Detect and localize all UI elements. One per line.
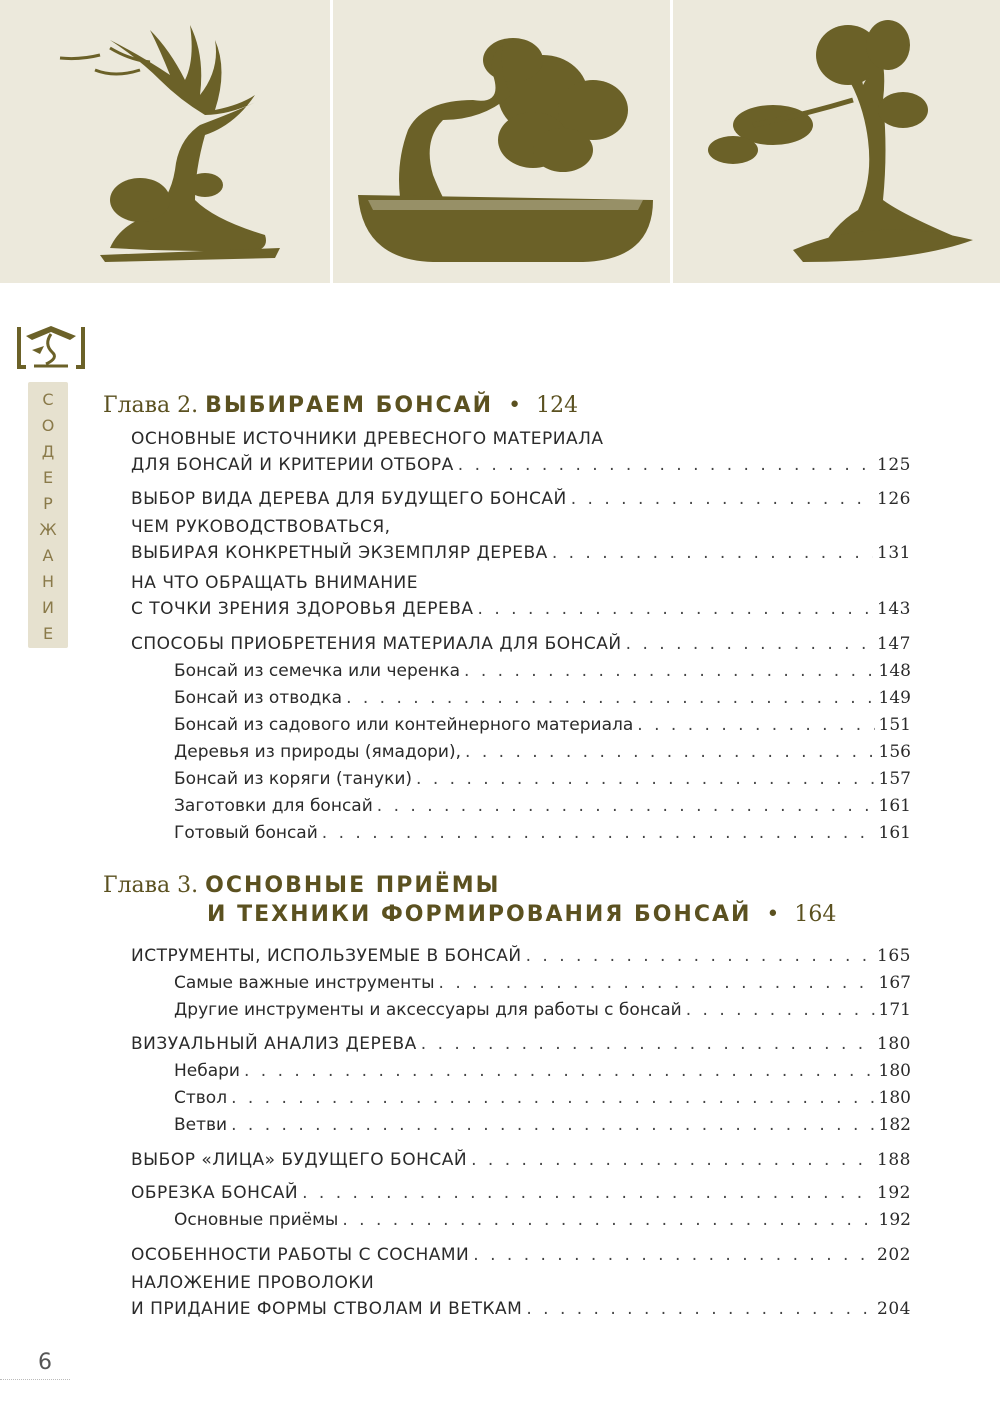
toc-entry-text: ВЫБИРАЯ КОНКРЕТНЫЙ ЭКЗЕМПЛЯР ДЕРЕВА	[131, 543, 548, 563]
toc-entry-text: ДЛЯ БОНСАЙ И КРИТЕРИИ ОТБОРА	[131, 455, 454, 475]
toc-entry-text: Деревья из природы (ямадори),	[174, 742, 462, 762]
toc-entry-text-line1: НАЛОЖЕНИЕ ПРОВОЛОКИ	[131, 1273, 375, 1293]
illustration-banner	[0, 0, 1000, 283]
toc-page-number: 171	[878, 1000, 911, 1020]
toc-entry-text: ВЫБОР «ЛИЦА» БУДУЩЕГО БОНСАЙ	[131, 1150, 468, 1170]
toc-page-number: 180	[877, 1034, 911, 1054]
dot-leader	[458, 452, 873, 478]
toc-page-number: 148	[878, 661, 911, 681]
bonsai-illustration-1	[0, 0, 330, 283]
toc-page-number: 188	[877, 1150, 911, 1170]
toc-entry-text: Другие инструменты и аксессуары для работы с бонсай	[174, 1000, 682, 1020]
toc-page-number: 202	[877, 1245, 911, 1265]
toc-entry-text: Основные приёмы	[174, 1210, 339, 1230]
bullet-separator: •	[508, 393, 522, 418]
toc-subentry[interactable]	[174, 739, 911, 765]
dot-leader	[626, 631, 873, 657]
bonsai-illustration-3	[673, 0, 1000, 283]
toc-page-number: 151	[878, 715, 911, 735]
toc-entry[interactable]	[131, 486, 911, 512]
dot-leader	[637, 712, 874, 738]
toc-entry-text-line1: НА ЧТО ОБРАЩАТЬ ВНИМАНИЕ	[131, 573, 418, 593]
page-number: 6	[38, 1350, 52, 1375]
toc-page-number: 131	[877, 543, 911, 563]
toc-entry-text: Ветви	[174, 1115, 228, 1135]
chapter-title: ОСНОВНЫЕ ПРИЁМЫ	[205, 873, 501, 898]
side-tab-letter: Р	[43, 494, 53, 513]
side-tab-letter: С	[42, 390, 54, 409]
chapter-heading	[103, 873, 500, 898]
toc-entry-text: Бонсай из отводка	[174, 688, 343, 708]
toc-entry-text: Самые важные инструменты	[174, 973, 435, 993]
dot-leader	[526, 1296, 873, 1322]
dot-leader	[421, 1031, 873, 1057]
side-tab-letter: А	[42, 546, 54, 565]
toc-entry-text: ОБРЕЗКА БОНСАЙ	[131, 1183, 299, 1203]
toc-entry[interactable]	[131, 943, 911, 969]
dot-leader	[377, 793, 875, 819]
toc-page-number: 147	[877, 634, 911, 654]
toc-subentry[interactable]	[174, 685, 911, 711]
dot-leader	[464, 658, 875, 684]
toc-entry-text: ВИЗУАЛЬНЫЙ АНАЛИЗ ДЕРЕВА	[131, 1034, 417, 1054]
toc-entry-text-line1: ОСНОВНЫЕ ИСТОЧНИКИ ДРЕВЕСНОГО МАТЕРИАЛА	[131, 429, 604, 449]
bonsai-upright-icon	[673, 0, 1000, 283]
toc-subentry[interactable]	[174, 793, 911, 819]
toc-entry-text: ИСТРУМЕНТЫ, ИСПОЛЬЗУЕМЫЕ В БОНСАЙ	[131, 946, 522, 966]
toc-entry[interactable]	[131, 1242, 911, 1268]
toc-page-number: 192	[878, 1210, 911, 1230]
dot-leader	[244, 1058, 875, 1084]
dot-leader	[571, 486, 873, 512]
toc-entry-text: Готовый бонсай	[174, 823, 318, 843]
dot-leader	[471, 1147, 873, 1173]
toc-subentry[interactable]	[174, 970, 911, 996]
toc-page-number: 156	[878, 742, 911, 762]
toc-page-number: 126	[877, 489, 911, 509]
side-tab-letter: Е	[42, 624, 54, 643]
chapter-title-line2: И ТЕХНИКИ ФОРМИРОВАНИЯ БОНСАЙ	[207, 902, 752, 927]
toc-entry-text: Бонсай из семечка или черенка	[174, 661, 461, 681]
toc-page-number: 182	[878, 1115, 911, 1135]
bonsai-illustration-2	[333, 0, 670, 283]
toc-page-number: 204	[877, 1299, 911, 1319]
toc-entry-text: Небари	[174, 1061, 240, 1081]
toc-page-number: 167	[878, 973, 911, 993]
toc-entry-text: Заготовки для бонсай	[174, 796, 373, 816]
toc-entry[interactable]	[131, 1031, 911, 1057]
side-tab-letter: Ж	[39, 520, 57, 539]
toc-page-number: 157	[878, 769, 911, 789]
chapter-heading	[103, 393, 578, 418]
side-tab-letter: И	[42, 598, 54, 617]
toc-entry[interactable]	[131, 1147, 911, 1173]
toc-entry-text: ВЫБОР ВИДА ДЕРЕВА ДЛЯ БУДУЩЕГО БОНСАЙ	[131, 489, 567, 509]
toc-page-number: 180	[878, 1061, 911, 1081]
toc-subentry[interactable]	[174, 1112, 911, 1138]
toc-entry[interactable]	[131, 514, 911, 566]
toc-entry[interactable]	[131, 631, 911, 657]
bullet-separator: •	[766, 902, 780, 927]
dot-leader	[465, 739, 875, 765]
toc-page-number: 192	[877, 1183, 911, 1203]
toc-subentry[interactable]	[174, 1207, 911, 1233]
toc-entry-text-line1: ЧЕМ РУКОВОДСТВОВАТЬСЯ,	[131, 517, 391, 537]
toc-subentry[interactable]	[174, 1058, 911, 1084]
chapter-prefix: Глава 2.	[103, 393, 199, 418]
chapter-page: 164	[794, 902, 837, 927]
toc-subentry[interactable]	[174, 712, 911, 738]
toc-subentry[interactable]	[174, 766, 911, 792]
dot-leader	[416, 766, 875, 792]
toc-entry-text: Бонсай из садового или контейнерного материала	[174, 715, 634, 735]
toc-subentry[interactable]	[174, 658, 911, 684]
toc-subentry[interactable]	[174, 1085, 911, 1111]
side-tab-letter: О	[41, 416, 55, 435]
toc-page-number: 125	[877, 455, 911, 475]
chapter-page: 124	[536, 393, 579, 418]
toc-entry[interactable]	[131, 570, 911, 622]
toc-entry[interactable]	[131, 1180, 911, 1206]
dot-leader	[439, 970, 875, 996]
toc-entry[interactable]	[131, 1270, 911, 1322]
contents-side-tab	[28, 382, 68, 648]
toc-entry-text: СПОСОБЫ ПРИОБРЕТЕНИЯ МАТЕРИАЛА ДЛЯ БОНСАЙ	[131, 634, 622, 654]
footer-divider	[0, 1379, 70, 1380]
side-tab-letter: Е	[42, 468, 54, 487]
toc-entry-text: Бонсай из коряги (тануки)	[174, 769, 413, 789]
side-tab-letter: Д	[41, 442, 55, 461]
toc-entry-text: Ствол	[174, 1088, 228, 1108]
chapter-heading-line2	[207, 902, 836, 927]
toc-entry-text: И ПРИДАНИЕ ФОРМЫ СТВОЛАМ И ВЕТКАМ	[131, 1299, 523, 1319]
dot-leader	[346, 685, 874, 711]
dot-leader	[552, 540, 873, 566]
bonsai-driftwood-icon	[0, 0, 330, 283]
toc-page-number: 149	[878, 688, 911, 708]
toc-subentry[interactable]	[174, 997, 911, 1023]
bonsai-cascade-icon	[333, 0, 670, 283]
dot-leader	[342, 1207, 874, 1233]
dot-leader	[686, 997, 875, 1023]
toc-page-number: 180	[878, 1088, 911, 1108]
dot-leader	[473, 1242, 873, 1268]
dot-leader	[231, 1085, 874, 1111]
dot-leader	[478, 596, 874, 622]
toc-page-number: 165	[877, 946, 911, 966]
bonsai-logo-icon	[14, 322, 88, 372]
section-logo	[14, 322, 88, 372]
chapter-title: ВЫБИРАЕМ БОНСАЙ	[205, 393, 494, 418]
side-tab-letter: Н	[41, 572, 55, 591]
dot-leader	[322, 820, 875, 846]
chapter-prefix: Глава 3.	[103, 873, 199, 898]
toc-subentry[interactable]	[174, 820, 911, 846]
toc-entry-text: С ТОЧКИ ЗРЕНИЯ ЗДОРОВЬЯ ДЕРЕВА	[131, 599, 474, 619]
dot-leader	[302, 1180, 873, 1206]
dot-leader	[526, 943, 873, 969]
toc-page-number: 143	[877, 599, 911, 619]
toc-page-number: 161	[878, 796, 911, 816]
dot-leader	[231, 1112, 874, 1138]
toc-entry[interactable]	[131, 426, 911, 478]
toc-page-number: 161	[878, 823, 911, 843]
toc-entry-text: ОСОБЕННОСТИ РАБОТЫ С СОСНАМИ	[131, 1245, 470, 1265]
